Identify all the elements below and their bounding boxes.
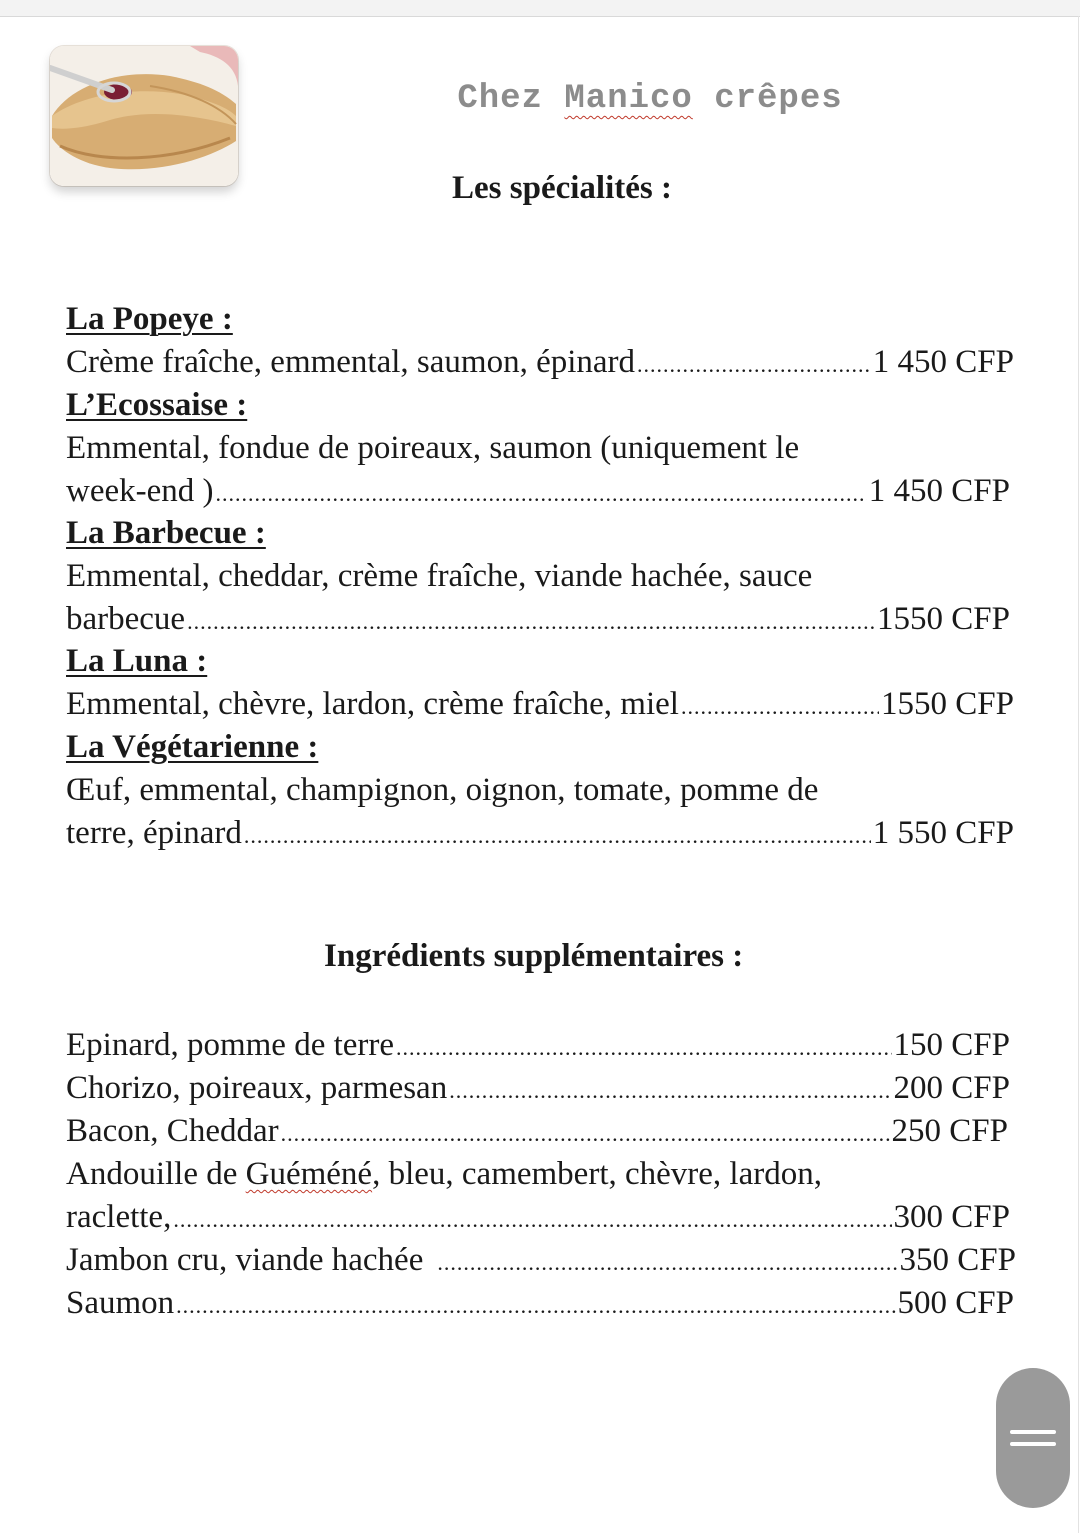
leader-dots xyxy=(681,685,879,728)
leader-dots xyxy=(449,1069,891,1112)
specialty-price: 1 550 CFP xyxy=(872,815,1014,851)
leader-dots xyxy=(216,472,867,515)
extra-price: 250 CFP xyxy=(891,1113,1008,1149)
top-toolbar-strip xyxy=(0,0,1080,17)
extra-row xyxy=(66,1067,1010,1112)
leader-dots xyxy=(173,1198,891,1241)
specialty-name: La Végétarienne : xyxy=(66,729,319,765)
leader-dots xyxy=(187,600,875,643)
grip-line-icon xyxy=(1010,1430,1056,1434)
extra-row xyxy=(66,1196,1010,1241)
extra-row xyxy=(66,1239,1016,1284)
specialty-description: Œuf, emmental, champignon, oignon, tomate, pomme de xyxy=(66,772,819,808)
leader-dots xyxy=(437,1241,897,1284)
spellcheck-word: Guéméné xyxy=(245,1156,373,1192)
specialty-description: Emmental, chèvre, lardon, crème fraîche, miel xyxy=(66,686,679,722)
specialty-description-cont: week-end ) xyxy=(66,473,214,509)
specialty-row xyxy=(66,683,1014,728)
specialty-description-cont: barbecue xyxy=(66,601,186,637)
extra-price: 500 CFP xyxy=(897,1285,1014,1321)
extra-description: Jambon cru, viande hachée xyxy=(66,1242,424,1278)
specialty-price: 1550 CFP xyxy=(877,601,1010,637)
specialty-price: 1 450 CFP xyxy=(868,473,1010,509)
specialty-description-cont: terre, épinard xyxy=(66,815,242,851)
specialty-description: Emmental, fondue de poireaux, saumon (uniquement le xyxy=(66,430,800,466)
specialty-row xyxy=(66,598,1010,643)
grip-line-icon xyxy=(1010,1442,1056,1446)
specialty-price: 1 450 CFP xyxy=(872,344,1014,380)
leader-dots xyxy=(396,1026,891,1069)
specialty-name: La Luna : xyxy=(66,643,208,679)
specialty-description: Crème fraîche, emmental, saumon, épinard xyxy=(66,344,636,380)
scroll-handle[interactable] xyxy=(996,1368,1070,1508)
extra-row xyxy=(66,1282,1014,1327)
extra-description: Andouille de Guéméné, bleu, camembert, chèvre, lardon, xyxy=(66,1156,822,1192)
extra-description: Chorizo, poireaux, parmesan xyxy=(66,1070,448,1106)
extra-price: 200 CFP xyxy=(893,1070,1010,1106)
title-word-crepes: crêpes xyxy=(714,80,843,118)
extra-description: Bacon, Cheddar xyxy=(66,1113,279,1149)
specialties-heading: Les spécialités : xyxy=(452,170,672,206)
specialty-price: 1550 CFP xyxy=(881,686,1014,722)
leader-dots xyxy=(637,343,871,386)
extra-description: Saumon xyxy=(66,1285,175,1321)
extras-heading: Ingrédients supplémentaires : xyxy=(324,938,744,974)
extra-row xyxy=(66,1110,1008,1155)
specialty-name: L’Ecossaise : xyxy=(66,387,248,423)
specialty-name: La Popeye : xyxy=(66,301,233,337)
leader-dots xyxy=(281,1112,890,1155)
extra-price: 300 CFP xyxy=(893,1199,1010,1235)
leader-dots xyxy=(176,1284,895,1327)
extra-description: Epinard, pomme de terre xyxy=(66,1027,395,1063)
specialty-row xyxy=(66,470,1010,515)
title-word-manico: Manico xyxy=(564,80,693,118)
leader-dots xyxy=(244,814,871,857)
title-word-chez: Chez xyxy=(457,80,543,118)
extra-row xyxy=(66,1024,1010,1069)
specialty-row xyxy=(66,812,1014,857)
specialty-name: La Barbecue : xyxy=(66,515,266,551)
restaurant-title xyxy=(0,80,1080,118)
extra-price: 150 CFP xyxy=(893,1027,1010,1063)
specialty-row xyxy=(66,341,1014,386)
extra-price: 350 CFP xyxy=(899,1242,1016,1278)
extra-description-cont: raclette, xyxy=(66,1199,172,1235)
specialty-description: Emmental, cheddar, crème fraîche, viande hachée, sauce xyxy=(66,558,813,594)
